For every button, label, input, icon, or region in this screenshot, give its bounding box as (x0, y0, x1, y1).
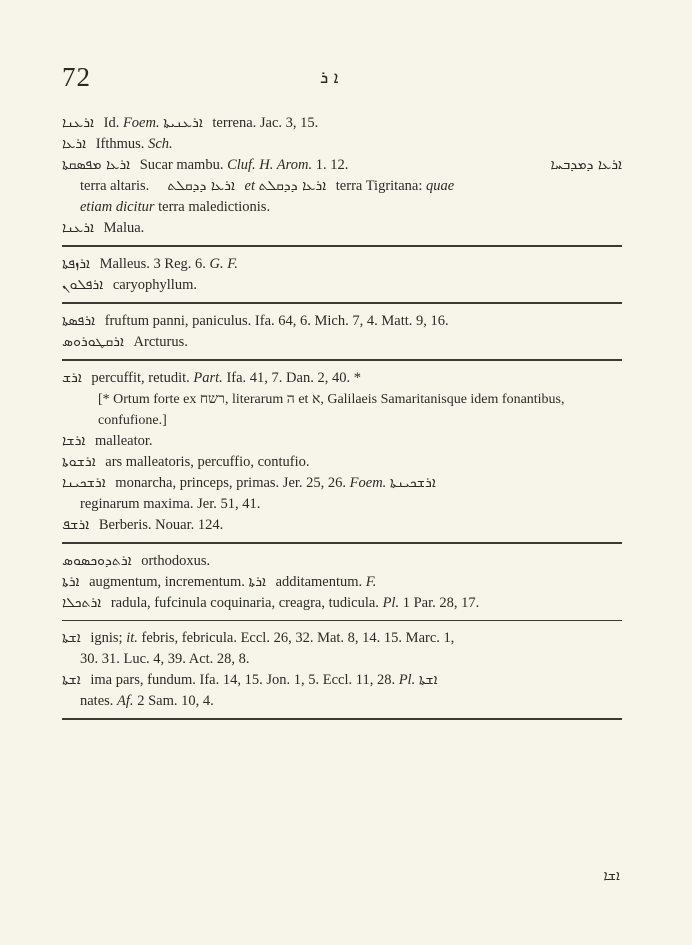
entry-continuation (62, 691, 622, 712)
syriac-headword: ܐܪܩܛܘܪܘܣ (62, 334, 124, 350)
italic-label: F. (365, 574, 377, 590)
definition: Malua. (103, 220, 145, 236)
editorial-note (62, 389, 622, 431)
definition: orthodoxus. (141, 553, 211, 569)
italic-label: Foem. (349, 475, 387, 491)
italic-label: Cluf. H. Arom. (227, 157, 313, 173)
definition: monarcha, princeps, primas. Jer. 25, 26. (115, 475, 347, 491)
syriac-headword: ܐܫܬܐ (62, 630, 81, 646)
syriac-headword: ܐܪܫ (62, 370, 82, 386)
definition: ignis; (90, 630, 123, 646)
entry (62, 515, 622, 536)
syriac-headword: ܐܪܦܣܬܐ (62, 313, 96, 329)
italic-label: Foem. (122, 115, 160, 131)
entry (62, 134, 622, 155)
entry (62, 551, 622, 572)
definition: Sucar mambu. (139, 157, 224, 173)
syriac-headword: ܐܪܫܘܬܐ (62, 454, 96, 470)
syriac-headword: ܐܪܬܐ (62, 574, 80, 590)
italic-label: it. (126, 630, 138, 646)
divider-rule (62, 542, 622, 544)
syriac-headword: ܐܪܫܐ (62, 433, 86, 449)
entry (62, 113, 622, 134)
entry (62, 368, 622, 389)
entry-continuation (62, 197, 622, 218)
syriac-headword: ܐܪܫܟܝܢܐ (62, 475, 106, 491)
italic-label: et (244, 178, 255, 194)
definition: Berberis. Nouar. 124. (98, 517, 224, 533)
italic-label: Pl. (398, 672, 416, 688)
definition: Malleus. 3 Reg. 6. (99, 256, 206, 272)
entries-column (62, 113, 622, 727)
entry (62, 275, 622, 296)
definition: radula, fufcinula coquinaria, creagra, tudicula. (110, 595, 379, 611)
syriac-headword: ܐܪܥܐ ܕܡܕܒܚܐ (550, 157, 622, 173)
definition: fruftum panni, paniculus. Ifa. 64, 6. Mich. 7, 4. Matt. 9, 16. (104, 313, 449, 329)
reference: 1. 12. (315, 157, 349, 173)
syriac-headword: ܐܪܙܦܬܐ (62, 256, 90, 272)
entry (62, 254, 622, 275)
catchword: ܐܫܐ (603, 868, 620, 884)
page-number: 72 (62, 62, 91, 92)
syriac-form: ܐܪܥܐ ܕܕܩܠܬ (167, 178, 235, 194)
running-head: ܐ ܪ (320, 68, 339, 88)
italic-label: quae (426, 178, 455, 194)
entry (62, 473, 622, 494)
syriac-form: ܐܪܥܐ ܕܕܩܠܬ (258, 178, 327, 194)
note-text: [* Ortum forte ex ח‎רש, literarum ה et א, Galilaeis Samaritanisque idem fonantibus, confufione.] (98, 392, 565, 428)
definition: terra altaris. (80, 178, 150, 194)
divider-rule (62, 302, 622, 304)
entry-continuation (62, 176, 622, 197)
definition: Id. (103, 115, 120, 131)
reference: Ifa. 41, 7. Dan. 2, 40. * (226, 370, 361, 386)
italic-label: etiam dicitur (80, 199, 155, 215)
entry (62, 593, 622, 614)
definition: terra Tigritana: (335, 178, 423, 194)
syriac-headword: ܐܪܫܦ (62, 517, 90, 533)
entry (62, 572, 622, 593)
syriac-form: ܐܫܬܐ (418, 672, 438, 688)
entry (62, 431, 622, 452)
definition: ars malleatoris, percuffio, contufio. (105, 454, 310, 470)
definition: additamentum. (275, 574, 363, 590)
syriac-headword: ܐܪܬܕܘܟܣܘܣ (62, 553, 132, 569)
divider-rule (62, 245, 622, 247)
syriac-form: ܐܪܥܢܝܬܐ (163, 115, 203, 131)
entry (62, 332, 622, 353)
definition: terra maledictionis. (158, 199, 271, 215)
divider-rule (62, 718, 622, 720)
syriac-headword: ܐܫܬܐ (62, 672, 81, 688)
definition: malleator. (94, 433, 153, 449)
entry (62, 218, 622, 239)
syriac-form: ܐܪܬܐ (248, 574, 266, 590)
reference: 30. 31. Luc. 4, 39. Act. 28, 8. (80, 651, 250, 667)
definition: augmentum, incrementum. (89, 574, 245, 590)
definition: nates. (80, 693, 114, 709)
definition: Ifthmus. (95, 136, 145, 152)
syriac-headword: ܐܪܦܠܘܢ (62, 277, 104, 293)
definition: ima pars, fundum. Ifa. 14, 15. Jon. 1, 5. Eccl. 11, 28. (90, 672, 396, 688)
divider-rule (62, 359, 622, 361)
syriac-headword: ܐܪܥܢܐ (62, 220, 94, 236)
reference: febris, febricula. Eccl. 26, 32. Mat. 8, 14. 15. Marc. 1, (141, 630, 455, 646)
definition: percuffit, retudit. (91, 370, 190, 386)
definition: reginarum maxima. Jer. 51, 41. (80, 496, 261, 512)
syriac-form: ܐܪܫܟܝܢܬܐ (389, 475, 436, 491)
italic-label: G. F. (209, 256, 238, 272)
reference: 2 Sam. 10, 4. (137, 693, 214, 709)
entry (62, 311, 622, 332)
entry (62, 452, 622, 473)
entry-continuation (62, 494, 622, 515)
italic-label: Af. (117, 693, 134, 709)
syriac-headword: ܐܪܥܐ ܡܦܣܩܬܐ (62, 157, 131, 173)
divider-rule (62, 620, 622, 621)
syriac-headword: ܐܪܥܢܐ (62, 115, 94, 131)
italic-label: Sch. (148, 136, 173, 152)
entry (62, 670, 622, 691)
reference: terrena. Jac. 3, 15. (212, 115, 319, 131)
italic-label: Part. (193, 370, 223, 386)
syriac-headword: ܐܪܬܟܠܐ (62, 595, 102, 611)
entry-continuation (62, 649, 622, 670)
entry (62, 628, 622, 649)
definition: Arcturus. (133, 334, 188, 350)
reference: 1 Par. 28, 17. (402, 595, 480, 611)
entry (62, 155, 622, 176)
definition: caryophyllum. (112, 277, 197, 293)
italic-label: Pl. (382, 595, 400, 611)
syriac-headword: ܐܪܥܐ (62, 136, 87, 152)
